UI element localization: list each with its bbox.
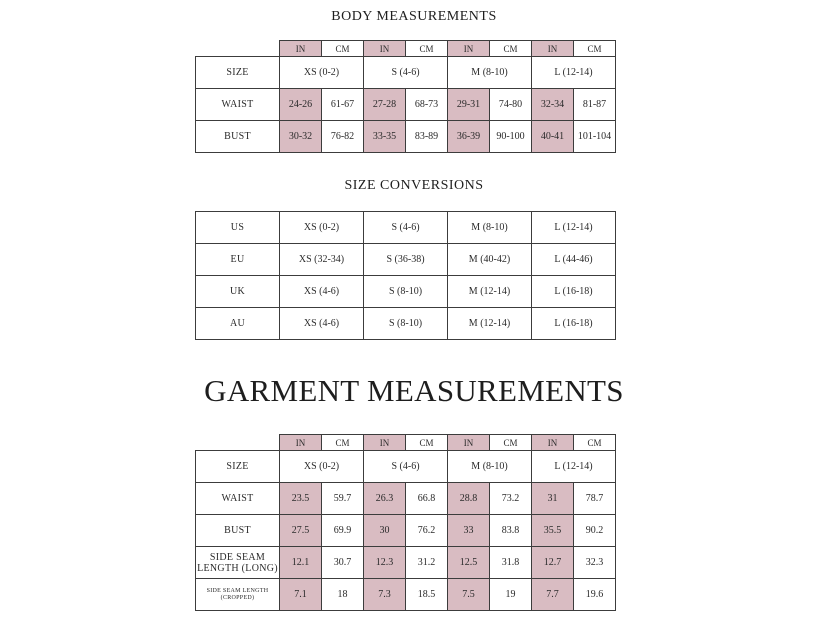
value-cell: XS (4-6) (280, 276, 364, 308)
value-cell: XS (32-34) (280, 244, 364, 276)
value-cell: 76.2 (406, 515, 448, 547)
unit-header: CM (322, 41, 364, 57)
unit-header: CM (406, 435, 448, 451)
value-cell: XS (4-6) (280, 308, 364, 340)
value-cell: 12.7 (532, 547, 574, 579)
unit-header: CM (490, 435, 532, 451)
value-cell: 18 (322, 579, 364, 611)
table-row (196, 483, 616, 515)
value-cell: 68-73 (406, 89, 448, 121)
row-label: BUST (196, 121, 280, 153)
value-cell: 27-28 (364, 89, 406, 121)
value-cell: 90-100 (490, 121, 532, 153)
size-cell: L (12-14) (532, 57, 616, 89)
value-cell: 27.5 (280, 515, 322, 547)
size-cell: S (4-6) (364, 451, 448, 483)
unit-header: IN (364, 435, 406, 451)
value-cell: 101-104 (574, 121, 616, 153)
unit-header: CM (322, 435, 364, 451)
size-cell: S (4-6) (364, 57, 448, 89)
table-row (196, 212, 616, 244)
value-cell: 24-26 (280, 89, 322, 121)
value-cell: 31.2 (406, 547, 448, 579)
row-label: WAIST (196, 89, 280, 121)
value-cell: S (36-38) (364, 244, 448, 276)
value-cell: 23.5 (280, 483, 322, 515)
value-cell: 35.5 (532, 515, 574, 547)
row-label: EU (196, 244, 280, 276)
value-cell: 32-34 (532, 89, 574, 121)
value-cell: M (8-10) (448, 212, 532, 244)
value-cell: 7.1 (280, 579, 322, 611)
size-row-label: SIZE (196, 451, 280, 483)
value-cell: 36-39 (448, 121, 490, 153)
value-cell: 59.7 (322, 483, 364, 515)
unit-header: CM (574, 41, 616, 57)
value-cell: 7.5 (448, 579, 490, 611)
size-cell: M (8-10) (448, 57, 532, 89)
size-cell: XS (0-2) (280, 451, 364, 483)
row-label: US (196, 212, 280, 244)
value-cell: 19.6 (574, 579, 616, 611)
value-cell: 74-80 (490, 89, 532, 121)
value-cell: S (8-10) (364, 308, 448, 340)
garment-measurements-title: GARMENT MEASUREMENTS (204, 373, 624, 408)
unit-header: IN (280, 41, 322, 57)
size-conversions-title: SIZE CONVERSIONS (344, 178, 484, 193)
size-cell: M (8-10) (448, 451, 532, 483)
row-label: SIDE SEAM LENGTH (LONG) (196, 547, 280, 579)
body-measurements-title: BODY MEASUREMENTS (331, 9, 497, 24)
value-cell: L (44-46) (532, 244, 616, 276)
table-row (196, 121, 616, 153)
value-cell: 83-89 (406, 121, 448, 153)
value-cell: 28.8 (448, 483, 490, 515)
value-cell: 26.3 (364, 483, 406, 515)
unit-header: IN (448, 435, 490, 451)
table-row (196, 579, 616, 611)
value-cell: 19 (490, 579, 532, 611)
garment-measurements-table (195, 434, 616, 611)
value-cell: 12.5 (448, 547, 490, 579)
value-cell: S (4-6) (364, 212, 448, 244)
value-cell: 33 (448, 515, 490, 547)
value-cell: 29-31 (448, 89, 490, 121)
value-cell: 90.2 (574, 515, 616, 547)
table-row (196, 89, 616, 121)
value-cell: 69.9 (322, 515, 364, 547)
value-cell: L (16-18) (532, 276, 616, 308)
row-label: SIDE SEAM LENGTH (CROPPED) (196, 579, 280, 611)
unit-header: IN (532, 435, 574, 451)
value-cell: S (8-10) (364, 276, 448, 308)
value-cell: M (40-42) (448, 244, 532, 276)
row-label: BUST (196, 515, 280, 547)
size-row-label: SIZE (196, 57, 280, 89)
value-cell: 33-35 (364, 121, 406, 153)
value-cell: 12.1 (280, 547, 322, 579)
row-label: AU (196, 308, 280, 340)
unit-header: IN (280, 435, 322, 451)
row-label: UK (196, 276, 280, 308)
value-cell: 40-41 (532, 121, 574, 153)
size-cell: XS (0-2) (280, 57, 364, 89)
value-cell: 12.3 (364, 547, 406, 579)
value-cell: 30-32 (280, 121, 322, 153)
unit-header: CM (406, 41, 448, 57)
value-cell: L (16-18) (532, 308, 616, 340)
unit-header: IN (448, 41, 490, 57)
value-cell: 30 (364, 515, 406, 547)
value-cell: 78.7 (574, 483, 616, 515)
value-cell: M (12-14) (448, 308, 532, 340)
table-row (196, 515, 616, 547)
table-row (196, 308, 616, 340)
value-cell: 61-67 (322, 89, 364, 121)
table-row (196, 276, 616, 308)
value-cell: 31 (532, 483, 574, 515)
value-cell: XS (0-2) (280, 212, 364, 244)
row-label: WAIST (196, 483, 280, 515)
unit-header: CM (490, 41, 532, 57)
value-cell: 30.7 (322, 547, 364, 579)
value-cell: M (12-14) (448, 276, 532, 308)
value-cell: 18.5 (406, 579, 448, 611)
corner-blank (196, 41, 280, 57)
unit-header: IN (532, 41, 574, 57)
value-cell: 66.8 (406, 483, 448, 515)
value-cell: 32.3 (574, 547, 616, 579)
size-cell: L (12-14) (532, 451, 616, 483)
size-conversions-table (195, 211, 616, 340)
table-row (196, 244, 616, 276)
value-cell: L (12-14) (532, 212, 616, 244)
corner-blank (196, 435, 280, 451)
value-cell: 81-87 (574, 89, 616, 121)
table-row (196, 547, 616, 579)
value-cell: 73.2 (490, 483, 532, 515)
value-cell: 83.8 (490, 515, 532, 547)
unit-header: CM (574, 435, 616, 451)
value-cell: 7.3 (364, 579, 406, 611)
value-cell: 7.7 (532, 579, 574, 611)
value-cell: 76-82 (322, 121, 364, 153)
body-measurements-table (195, 40, 616, 153)
unit-header: IN (364, 41, 406, 57)
value-cell: 31.8 (490, 547, 532, 579)
